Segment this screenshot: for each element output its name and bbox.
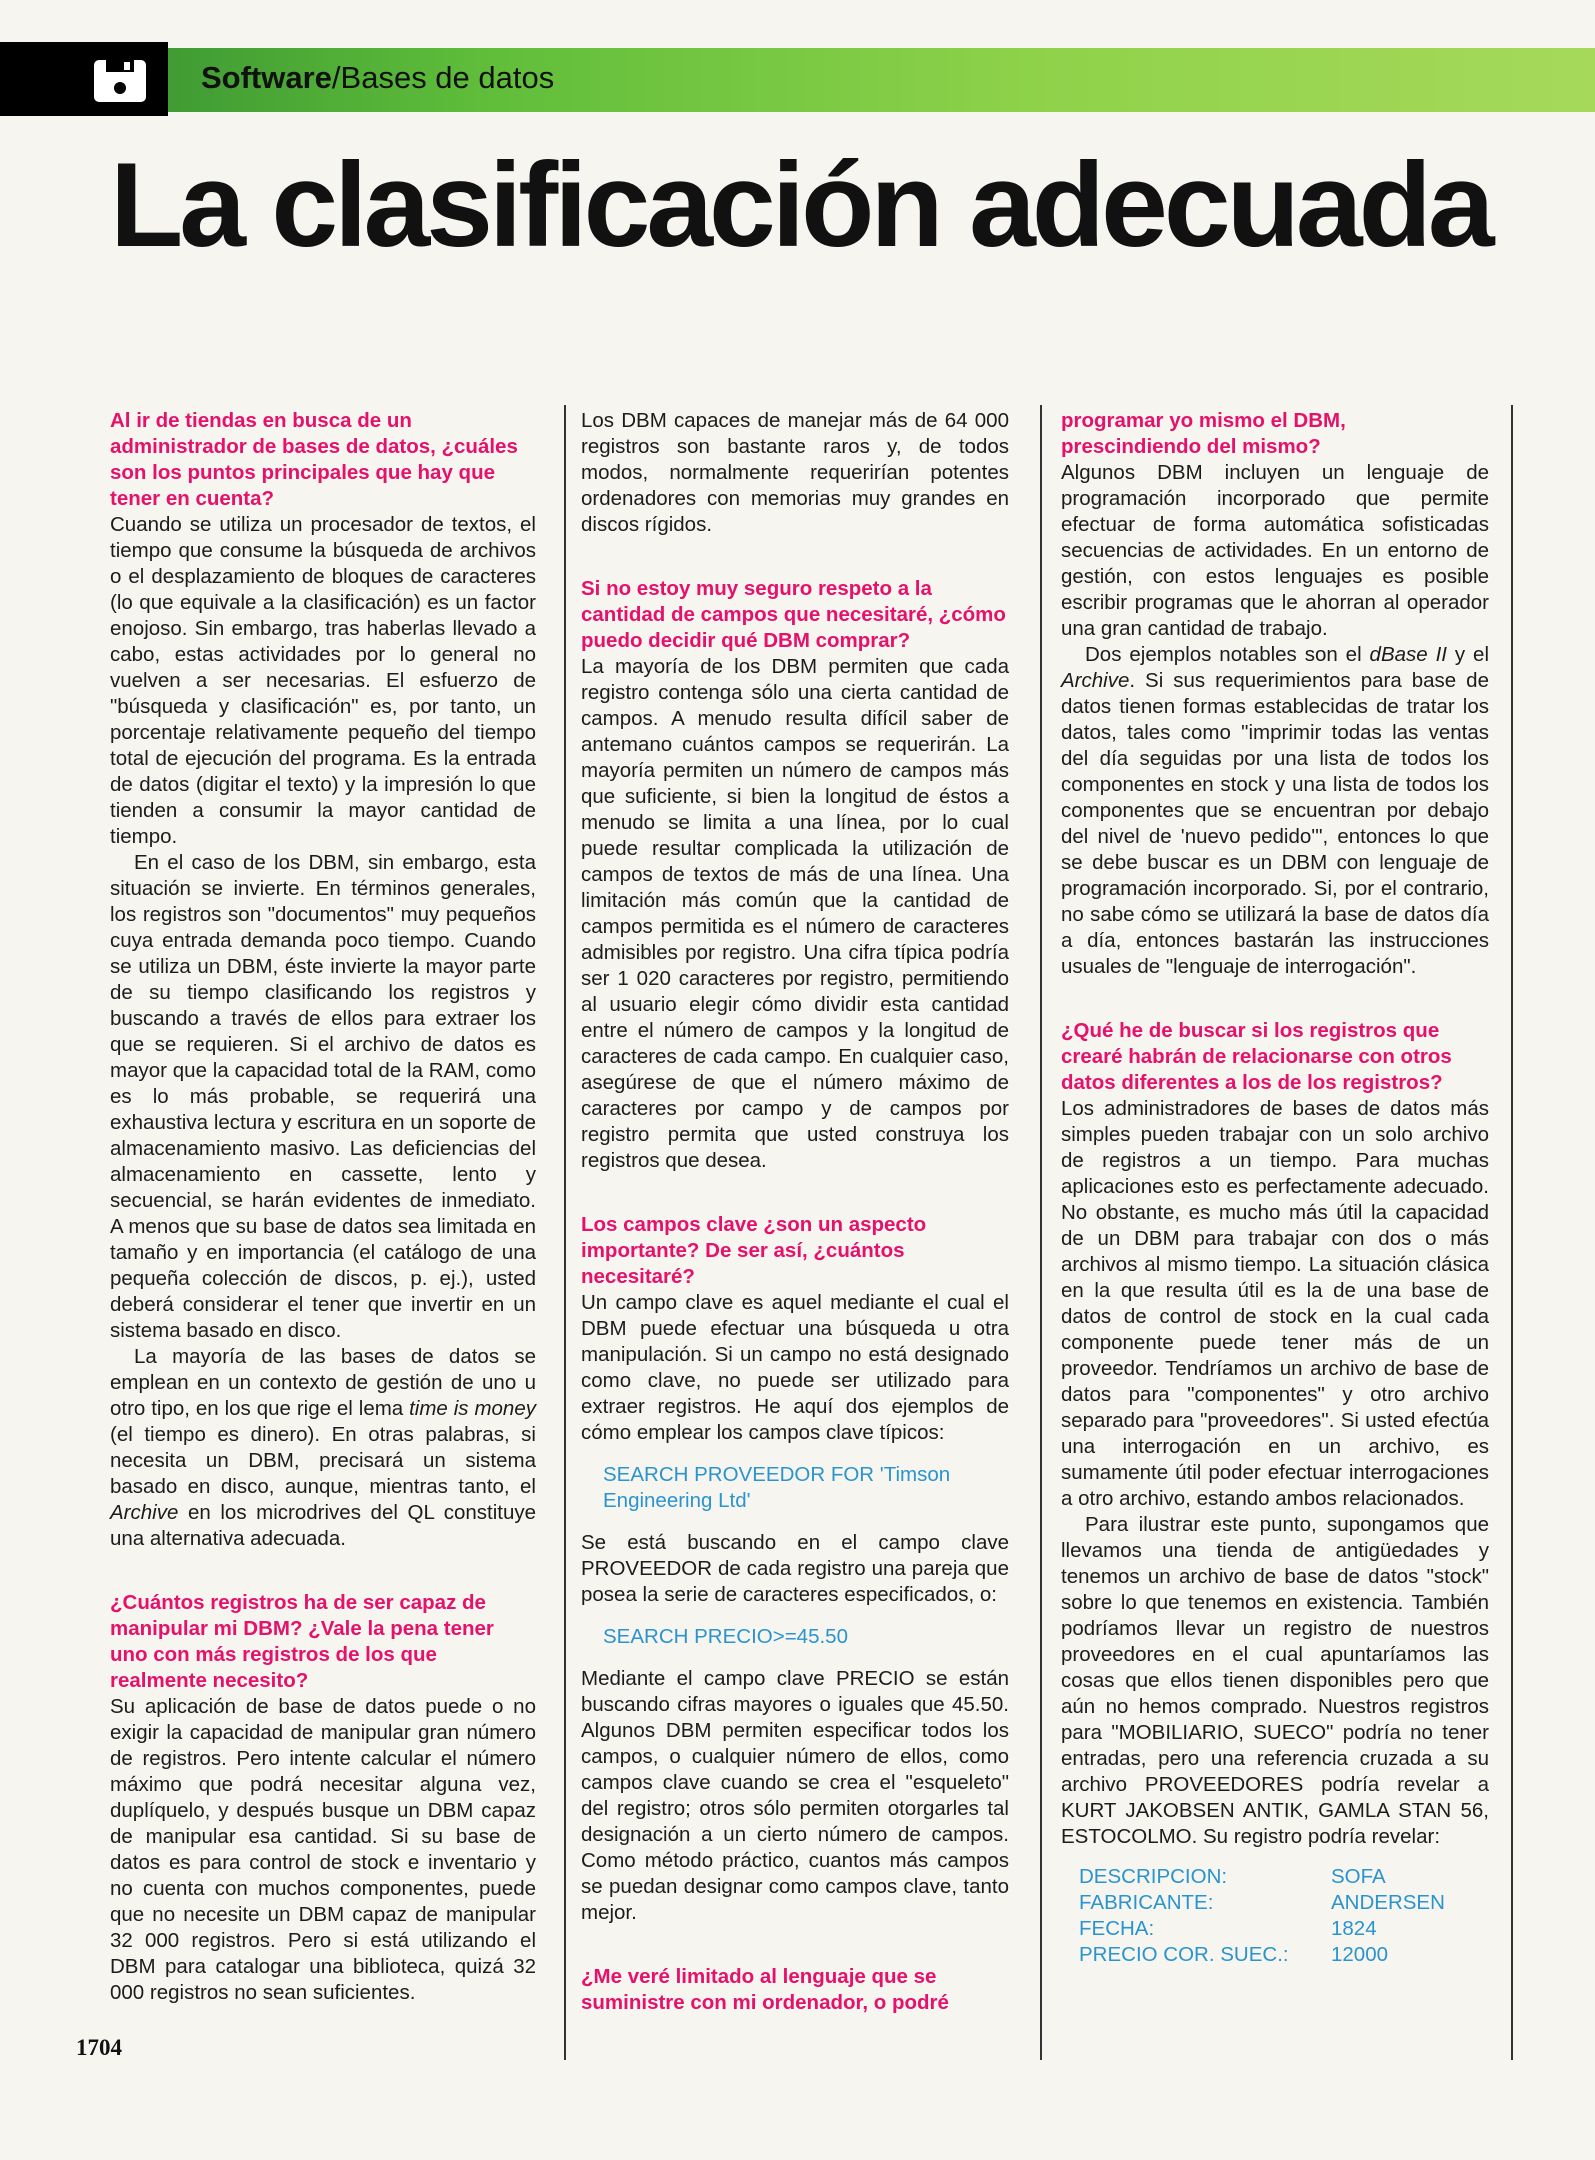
column-3 xyxy=(1061,408,1489,1968)
question-heading: ¿Qué he de buscar si los registros que crearé habrán de relacionarse con otros datos diferentes a los de los registros? xyxy=(1061,1019,1452,1094)
paragraph: Para ilustrar este punto, supongamos que llevamos una tienda de antigüedades y tenemos un archivo de base de datos "stock" sobre lo que tenemos en existencia. También podríamos llevar un registro de nuestros proveedores en el cual apuntaríamos las cosas que ellos tienen disponibles pero que aún no hemos comprado. Nuestros registros para "MOBILIARIO, SUECO" podría no tener entradas, pero una referencia cruzada a su archivo PROVEEDORES podría revelar a KURT JAKOBSEN ANTIK, GAMLA STAN 56, ESTOCOLMO. Su registro podría revelar: xyxy=(1061,1513,1489,1848)
section-label-rest: /Bases de datos xyxy=(331,60,555,95)
record-row xyxy=(1079,1942,1489,1968)
paragraph xyxy=(1061,642,1489,980)
record-key: PRECIO COR. SUEC.: xyxy=(1079,1943,1289,1966)
paragraph: Mediante el campo clave PRECIO se están buscando cifras mayores o iguales que 45.50. Algunos DBM permiten especificar todos los campos, o cualquier número de ellos, como campos clave cuando se crea el "esqueleto" del registro; otros sólo permiten otorgarles tal designación a un cierto número de campos. Como método práctico, cuantos más campos se puedan designar como campos clave, tanto mejor. xyxy=(581,1667,1009,1924)
question-heading: ¿Me veré limitado al lenguaje que se suministre con mi ordenador, o podré xyxy=(581,1965,949,2014)
record-row xyxy=(1079,1864,1489,1890)
question-heading: programar yo mismo el DBM, prescindiendo del mismo? xyxy=(1061,409,1346,458)
paragraph: En el caso de los DBM, sin embargo, esta situación se invierte. En términos generales, los registros son "documentos" muy pequeños cuya entrada demanda poco tiempo. Cuando se utiliza un DBM, éste invierte la mayor parte de su tiempo clasificando los registros y buscando a través de ellos para extraer los que se requieren. Si el archivo de datos es mayor que la capacidad total de la RAM, como es lo más probable, se requerirá una exhaustiva lectura y escritura en un soporte de almacenamiento masivo. Las deficiencias del almacenamiento en cassette, lento y secuencial, se harán evidentes de inmediato. A menos que su base de datos sea limitada en tamaño y en importancia (el catálogo de una pequeña colección de discos, p. ej.), usted deberá considerar el tener que invertir en un sistema basado en disco. xyxy=(110,851,536,1342)
text-span: y el xyxy=(1446,643,1489,666)
column-1 xyxy=(110,408,536,2006)
column-rule xyxy=(1040,405,1042,2060)
record-value: 12000 xyxy=(1331,1943,1389,1966)
section-label-bold: Software xyxy=(201,60,332,95)
paragraph: Los administradores de bases de datos más simples pueden trabajar con un solo archivo de registros a un tiempo. Para muchas aplicaciones esto es perfectamente adecuado. No obstante, es mucho más útil la capacidad de un DBM para trabajar con dos o más archivos al mismo tiempo. La situación clásica en la que resulta útil es la de una base de datos de control de stock en la cual cada componente puede tener más de un proveedor. Tendríamos un archivo de base de datos para "componentes" y otro archivo separado para "proveedores". Si usted efectúa una interrogación en un archivo, es sumamente útil poder efectuar interrogaciones a otro archivo, estando ambos relacionados. xyxy=(1061,1097,1489,1510)
record-value: SOFA xyxy=(1331,1865,1386,1888)
column-2 xyxy=(581,408,1009,2016)
record-row xyxy=(1079,1890,1489,1916)
record-value: 1824 xyxy=(1331,1917,1377,1940)
paragraph: Su aplicación de base de datos puede o no exigir la capacidad de manipular gran número de registros. Pero intente calcular el número máximo que podrá necesitar alguna vez, duplíquelo, y después busque un DBM capaz de manipular esa cantidad. Si su base de datos es para control de stock e inventario y no cuenta con muchos componentes, puede que no necesite un DBM capaz de manipular 32 000 registros. Pero si está utilizando el DBM para catalogar una biblioteca, quizá 32 000 registros no sean suficientes. xyxy=(110,1695,536,2004)
paragraph: Un campo clave es aquel mediante el cual el DBM puede efectuar una búsqueda u otra manipulación. Si un campo no está designado como clave, no puede ser utilizado para extraer registros. He aquí dos ejemplos de cómo emplear los campos clave típicos: xyxy=(581,1291,1009,1444)
italic-span: Archive xyxy=(110,1501,179,1524)
paragraph: Se está buscando en el campo clave PROVEEDOR de cada registro una pareja que posea la serie de caracteres especificados, o: xyxy=(581,1531,1009,1606)
italic-span: Archive xyxy=(1061,669,1130,692)
page-number: 1704 xyxy=(76,2035,122,2060)
page-title: La clasificación adecuada xyxy=(110,138,1491,272)
text-span: en los microdrives del QL constituye una alternativa adecuada. xyxy=(110,1501,536,1550)
paragraph xyxy=(110,1344,536,1552)
question-heading: ¿Cuántos registros ha de ser capaz de manipular mi DBM? ¿Vale la pena tener uno con más registros de los que realmente necesito? xyxy=(110,1591,494,1692)
italic-span: dBase II xyxy=(1369,643,1447,666)
italic-span: time is money xyxy=(409,1397,536,1420)
column-rule xyxy=(564,405,566,2060)
record-key: FECHA: xyxy=(1079,1917,1155,1940)
paragraph: Cuando se utiliza un procesador de textos, el tiempo que consume la búsqueda de archivos o el desplazamiento de bloques de caracteres (lo que equivale a la clasificación) es un factor enojoso. Sin embargo, tras haberlas llevado a cabo, estas actividades por lo general no vuelven a ser necesarias. El esfuerzo de "búsqueda y clasificación" es, por tanto, un porcentaje relativamente pequeño del tiempo total de ejecución del programa. Es la entrada de datos (digitar el texto) y la impresión lo que tienden a consumir la mayor cantidad de tiempo. xyxy=(110,513,536,848)
paragraph: Algunos DBM incluyen un lenguaje de programación incorporado que permite efectuar de forma automática sofisticadas secuencias de actividades. En un entorno de gestión, con estos lenguajes es posible escribir programas que le ahorran al operador una gran cantidad de trabajo. xyxy=(1061,461,1489,640)
section-label xyxy=(201,58,554,98)
paragraph: Los DBM capaces de manejar más de 64 000 registros son bastante raros y, de todos modos, normalmente requerirían potentes ordenadores con memorias muy grandes en discos rígidos. xyxy=(581,409,1009,536)
record-example xyxy=(1079,1864,1489,1968)
column-rule xyxy=(1511,405,1513,2060)
floppy-disk-icon xyxy=(92,58,148,104)
text-span: . Si sus requerimientos para base de datos tienen formas establecidas de tratar los datos, tales como "imprimir todas las ventas del día seguidas por una lista de todos los componentes en stock y una lista de todos los componentes que se encuentran por debajo del nivel de 'nuevo pedido'", entonces lo que se debe buscar es un DBM con lenguaje de programación incorporado. Si, por el contrario, no sabe cómo se utilizará la base de datos día a día, entonces bastarán las instrucciones usuales de "lenguaje de interrogación". xyxy=(1061,669,1489,978)
record-row xyxy=(1079,1916,1489,1942)
text-span: (el tiempo es dinero). En otras palabras, si necesita un DBM, precisará un sistema basado en disco, aunque, mientras tanto, el xyxy=(110,1423,536,1498)
record-key: DESCRIPCION: xyxy=(1079,1865,1228,1888)
question-heading: Si no estoy muy seguro respeto a la cantidad de campos que necesitaré, ¿cómo puedo decidir qué DBM comprar? xyxy=(581,577,1006,652)
record-value: ANDERSEN xyxy=(1331,1891,1445,1914)
question-heading: Los campos clave ¿son un aspecto importante? De ser así, ¿cuántos necesitaré? xyxy=(581,1213,927,1288)
question-heading: Al ir de tiendas en busca de un administrador de bases de datos, ¿cuáles son los puntos principales que hay que tener en cuenta? xyxy=(110,409,518,510)
record-key: FABRICANTE: xyxy=(1079,1891,1214,1914)
text-span: La mayoría de las bases de datos se emplean en un contexto de gestión de uno u otro tipo, en los que rige el lema xyxy=(110,1345,536,1420)
paragraph: La mayoría de los DBM permiten que cada registro contenga sólo una cierta cantidad de campos. A menudo resulta difícil saber de antemano cuántos campos se requerirán. La mayoría permiten un número de campos más que suficiente, si bien la longitud de éstos a menudo se limita a una línea, por lo cual puede resultar complicada la utilización de campos de textos de más de una línea. Una limitación más común que la cantidad de campos permitida es el número de caracteres admisibles por registro. Una cifra típica podría ser 1 020 caracteres por registro, permitiendo al usuario elegir cómo dividir esta cantidad entre el número de campos y la longitud de caracteres de cada campo. En cualquier caso, asegúrese de que el número máximo de caracteres por campo y de campos por registro permita que usted construya los registros que desea. xyxy=(581,655,1009,1172)
code-example: SEARCH PRECIO>=45.50 xyxy=(603,1625,848,1648)
code-example: SEARCH PROVEEDOR FOR 'Timson Engineering Ltd' xyxy=(603,1463,951,1512)
text-span: Dos ejemplos notables son el xyxy=(1085,643,1370,666)
